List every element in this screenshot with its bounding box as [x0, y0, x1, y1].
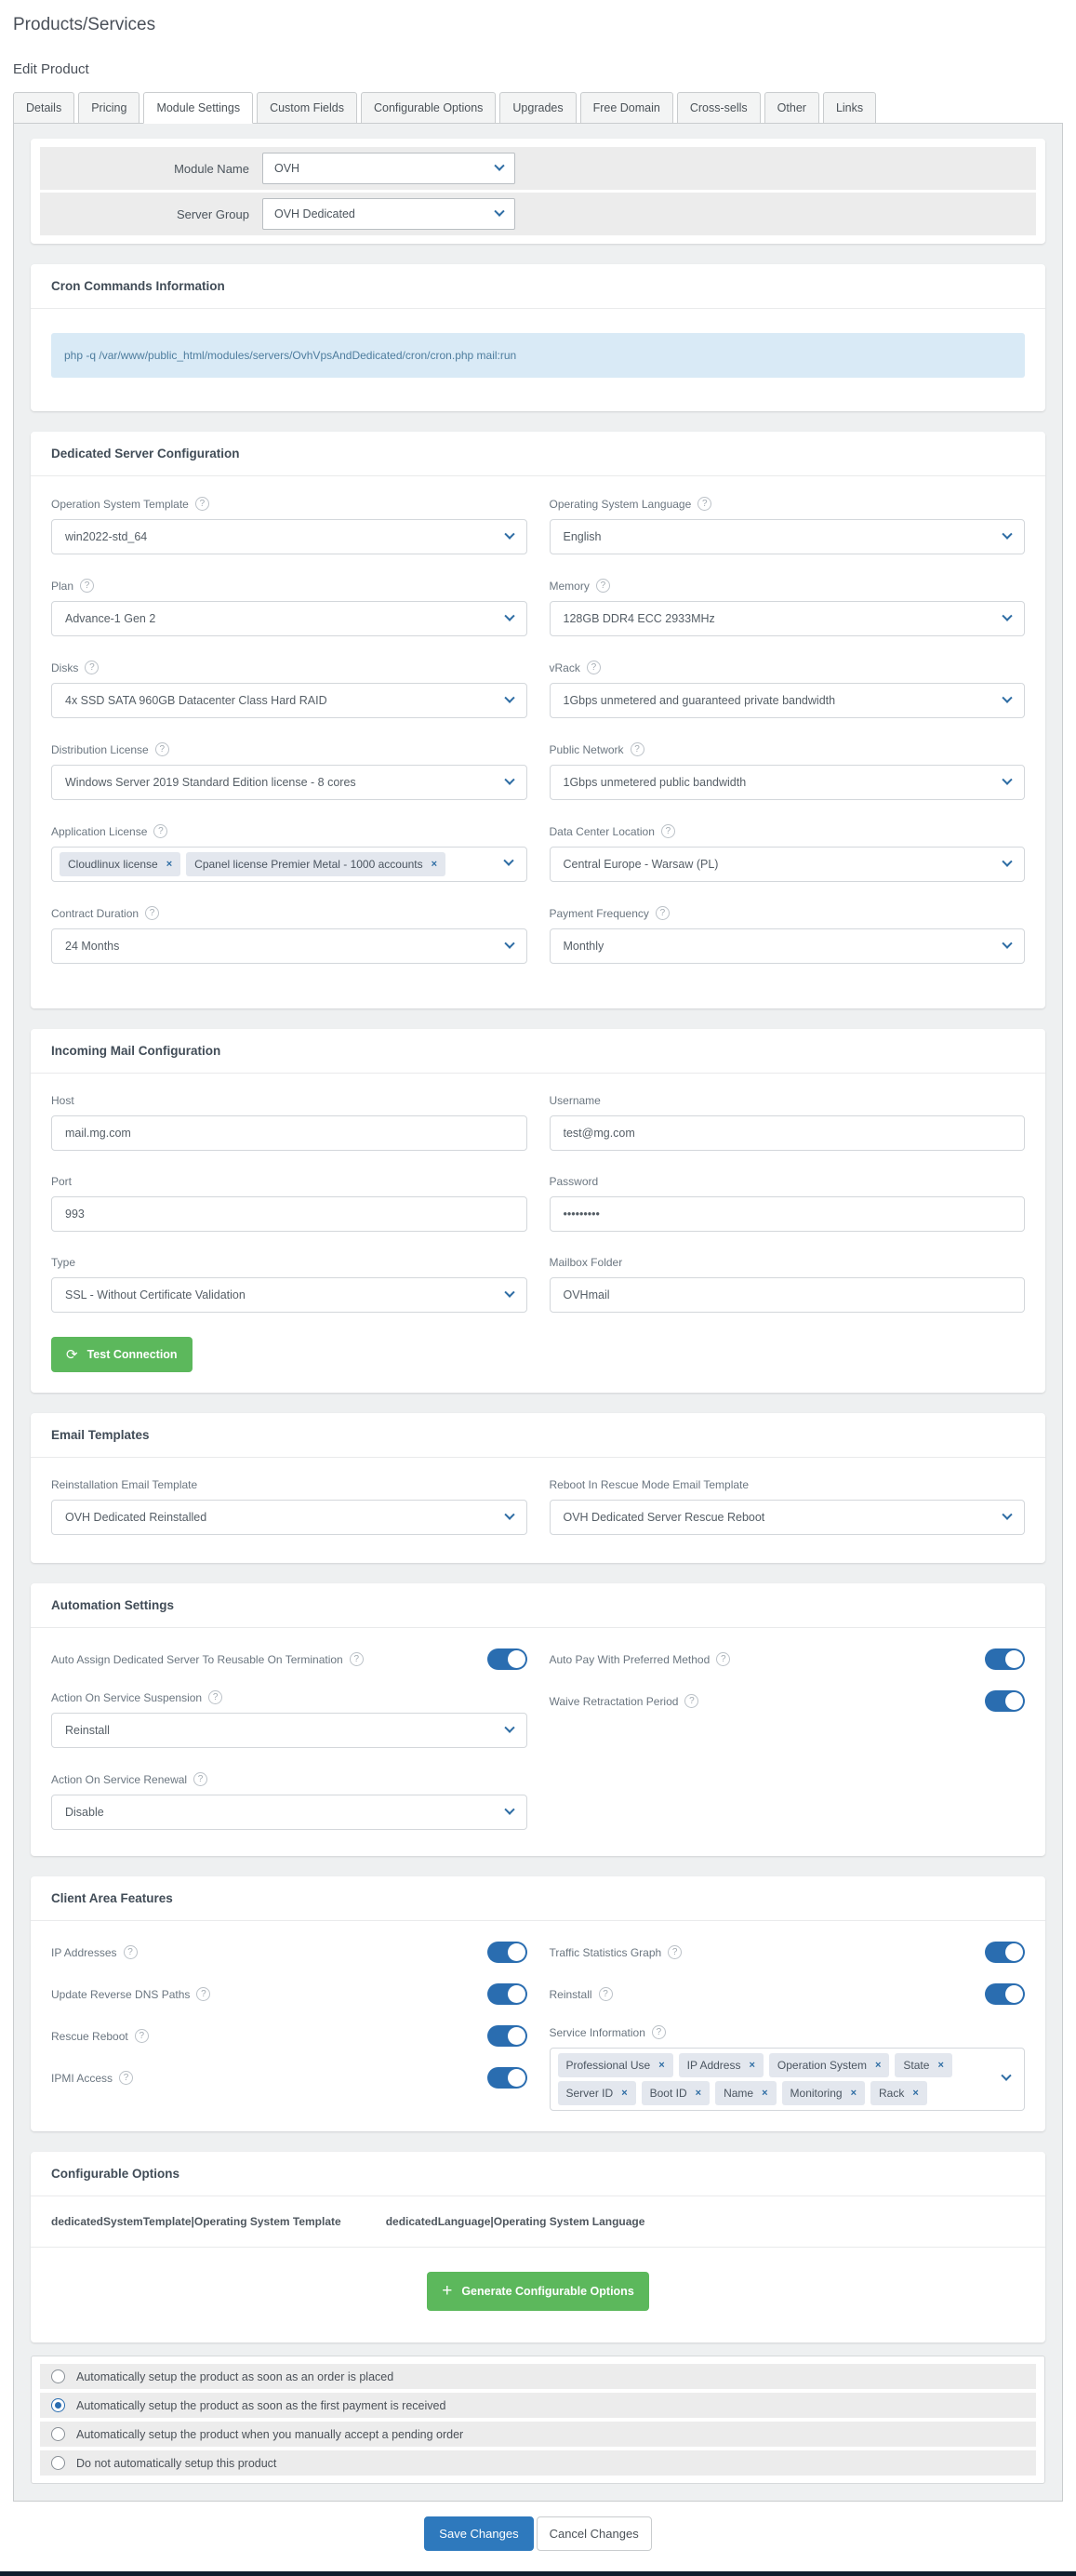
- chevron-down-icon: [1002, 857, 1012, 867]
- public-network-label: Public Network: [549, 742, 624, 756]
- setup-option-order-placed[interactable]: Automatically setup the product as soon as an order is placed: [40, 2364, 1036, 2389]
- module-name-value: OVH: [274, 162, 300, 175]
- reinstall-toggle[interactable]: [985, 1983, 1025, 2005]
- host-label: Host: [51, 1094, 74, 1107]
- save-changes-button[interactable]: Save Changes: [424, 2516, 533, 2551]
- chevron-down-icon: [1002, 1510, 1012, 1520]
- form-actions: [13, 2502, 1063, 2571]
- module-name-label: Module Name: [174, 161, 249, 176]
- help-icon[interactable]: ?: [119, 2071, 133, 2085]
- vrack-select[interactable]: 1Gbps unmetered and guaranteed private bandwidth: [550, 683, 1026, 718]
- vrack-field: [550, 661, 1026, 718]
- configurable-options-card: [31, 2152, 1045, 2342]
- rescue-template-select[interactable]: OVH Dedicated Server Rescue Reboot: [550, 1500, 1026, 1535]
- mail-type-select[interactable]: SSL - Without Certificate Validation: [51, 1277, 527, 1313]
- password-label: Password: [549, 1175, 599, 1188]
- radio-icon[interactable]: [51, 2369, 65, 2383]
- service-info-tag: Server ID ×: [558, 2081, 636, 2105]
- tab-custom-fields[interactable]: Custom Fields: [257, 92, 357, 124]
- memory-field: [550, 579, 1026, 636]
- host-field: [51, 1094, 527, 1151]
- rescue-reboot-label: Rescue Reboot: [51, 2029, 128, 2043]
- application-license-multiselect[interactable]: [51, 847, 527, 882]
- reinstallation-template-label: Reinstallation Email Template: [51, 1478, 198, 1491]
- renewal-action-field: [51, 1772, 527, 1830]
- email-templates-card: [31, 1413, 1045, 1563]
- ip-addresses-label: IP Addresses: [51, 1945, 117, 1959]
- help-icon[interactable]: ?: [196, 1987, 210, 2001]
- username-input[interactable]: [550, 1115, 1026, 1151]
- os-template-select[interactable]: win2022-std_64: [51, 519, 527, 554]
- chevron-down-icon: [504, 693, 514, 703]
- help-icon[interactable]: ?: [656, 906, 670, 920]
- chevron-down-icon: [504, 1723, 514, 1733]
- chevron-down-icon: [504, 939, 514, 949]
- help-icon[interactable]: ?: [350, 1652, 364, 1666]
- cron-command-text: php -q /var/www/public_html/modules/servers/OvhVpsAndDedicated/cron/cron.php mail:run: [51, 333, 1025, 378]
- waive-retractation-row: [550, 1690, 1026, 1712]
- distribution-license-field: [51, 742, 527, 800]
- dedicated-config-card: [31, 432, 1045, 1008]
- public-network-select[interactable]: 1Gbps unmetered public bandwidth: [550, 765, 1026, 800]
- suspension-action-field: [51, 1690, 527, 1748]
- disks-select[interactable]: 4x SSD SATA 960GB Datacenter Class Hard RAID: [51, 683, 527, 718]
- waive-retractation-toggle[interactable]: [985, 1690, 1025, 1712]
- chevron-down-icon: [494, 207, 504, 217]
- help-icon[interactable]: ?: [124, 1945, 138, 1959]
- server-group-select[interactable]: [262, 198, 515, 230]
- mailbox-folder-input[interactable]: [550, 1277, 1026, 1313]
- page-title: Products/Services: [13, 15, 156, 34]
- mail-card-title: Incoming Mail Configuration: [31, 1029, 1045, 1074]
- traffic-graph-row: [550, 1942, 1026, 1963]
- reinstall-row: [550, 1983, 1026, 2005]
- os-language-field: [550, 497, 1026, 554]
- help-icon[interactable]: ?: [195, 497, 209, 511]
- password-input[interactable]: [550, 1196, 1026, 1232]
- chevron-down-icon: [1002, 529, 1012, 540]
- plan-label: Plan: [51, 579, 74, 593]
- tab-links[interactable]: Links: [823, 92, 876, 124]
- configurable-option-item: dedicatedLanguage|Operating System Language: [385, 2215, 645, 2228]
- automation-settings-card: [31, 1583, 1045, 1856]
- help-icon[interactable]: ?: [716, 1652, 730, 1666]
- remove-tag-icon[interactable]: ×: [912, 2088, 919, 2099]
- contract-duration-field: [51, 906, 527, 964]
- service-info-tag: Monitoring ×: [782, 2081, 865, 2105]
- service-info-tag: State ×: [895, 2053, 951, 2077]
- plan-field: [51, 579, 527, 636]
- radio-icon[interactable]: [51, 2427, 65, 2441]
- product-tabs: [13, 92, 1063, 124]
- chevron-down-icon: [504, 1805, 514, 1815]
- tab-cross-sells[interactable]: Cross-sells: [677, 92, 761, 124]
- email-templates-title: Email Templates: [31, 1413, 1045, 1458]
- tab-pricing[interactable]: Pricing: [78, 92, 139, 124]
- ipmi-access-row: [51, 2067, 527, 2089]
- help-icon[interactable]: ?: [596, 579, 610, 593]
- port-input[interactable]: [51, 1196, 527, 1232]
- remove-tag-icon[interactable]: ×: [431, 859, 438, 870]
- chevron-down-icon: [504, 775, 514, 785]
- service-info-tag: Rack ×: [870, 2081, 927, 2105]
- chevron-down-icon: [504, 1510, 514, 1520]
- server-group-value: OVH Dedicated: [274, 207, 355, 220]
- generate-configurable-options-button[interactable]: + Generate Configurable Options: [427, 2272, 649, 2311]
- remove-tag-icon[interactable]: ×: [166, 859, 173, 870]
- cancel-changes-button[interactable]: Cancel Changes: [537, 2516, 652, 2551]
- rescue-template-field: [550, 1478, 1026, 1535]
- ipmi-access-label: IPMI Access: [51, 2071, 113, 2085]
- plan-select[interactable]: Advance-1 Gen 2: [51, 601, 527, 636]
- reinstall-label: Reinstall: [549, 1987, 592, 2001]
- plus-icon: +: [442, 2281, 453, 2301]
- memory-select[interactable]: 128GB DDR4 ECC 2933MHz: [550, 601, 1026, 636]
- mail-type-label: Type: [51, 1256, 76, 1269]
- renewal-action-select[interactable]: Disable: [51, 1795, 527, 1830]
- cron-commands-card: [31, 264, 1045, 411]
- service-info-tag: Operation System ×: [769, 2053, 889, 2077]
- port-field: [51, 1175, 527, 1232]
- username-label: Username: [549, 1094, 601, 1107]
- suspension-action-label: Action On Service Suspension: [51, 1690, 203, 1704]
- password-field: [550, 1175, 1026, 1232]
- payment-frequency-field: [550, 906, 1026, 964]
- service-information-multiselect[interactable]: [550, 2048, 1026, 2111]
- service-information-field: [550, 2025, 1026, 2111]
- help-icon[interactable]: ?: [668, 1945, 682, 1959]
- help-icon[interactable]: ?: [193, 1772, 207, 1786]
- service-info-tag: Boot ID ×: [642, 2081, 710, 2105]
- chevron-down-icon: [504, 1288, 514, 1298]
- setup-option-manual-accept[interactable]: Automatically setup the product when you manually accept a pending order: [40, 2422, 1036, 2447]
- remove-tag-icon[interactable]: ×: [937, 2060, 944, 2071]
- rescue-template-label: Reboot In Rescue Mode Email Template: [549, 1478, 750, 1491]
- service-info-tag: Professional Use ×: [558, 2053, 673, 2077]
- test-connection-button[interactable]: ⟳ Test Connection: [51, 1337, 193, 1372]
- configurable-option-item: dedicatedSystemTemplate|Operating System Template: [51, 2215, 341, 2228]
- help-icon[interactable]: ?: [208, 1690, 222, 1704]
- radio-selected-icon[interactable]: [51, 2398, 65, 2412]
- chevron-down-icon: [1002, 775, 1012, 785]
- renewal-action-label: Action On Service Renewal: [51, 1772, 188, 1786]
- reinstallation-template-select[interactable]: OVH Dedicated Reinstalled: [51, 1500, 527, 1535]
- remove-tag-icon[interactable]: ×: [874, 2060, 882, 2071]
- help-icon[interactable]: ?: [80, 579, 94, 593]
- contract-duration-label: Contract Duration: [51, 906, 139, 920]
- chevron-down-icon: [1002, 939, 1012, 949]
- remove-tag-icon[interactable]: ×: [850, 2088, 857, 2099]
- dedicated-card-title: Dedicated Server Configuration: [31, 432, 1045, 476]
- application-license-field: [51, 824, 527, 882]
- reverse-dns-label: Update Reverse DNS Paths: [51, 1987, 191, 2001]
- setup-option-no-auto[interactable]: Do not automatically setup this product: [40, 2450, 1036, 2476]
- chevron-down-icon: [1001, 2071, 1011, 2081]
- module-settings-panel: [13, 123, 1063, 2502]
- os-language-label: Operating System Language: [549, 497, 692, 511]
- chevron-down-icon: [494, 161, 504, 171]
- tab-upgrades[interactable]: Upgrades: [499, 92, 576, 124]
- data-center-select[interactable]: Central Europe - Warsaw (PL): [550, 847, 1026, 882]
- help-icon[interactable]: ?: [135, 2029, 149, 2043]
- license-tag: Cloudlinux license ×: [60, 852, 180, 876]
- data-center-field: [550, 824, 1026, 882]
- waive-retractation-label: Waive Retractation Period: [549, 1694, 679, 1708]
- radio-icon[interactable]: [51, 2456, 65, 2470]
- page-subtitle: Edit Product: [13, 61, 89, 77]
- auto-pay-toggle[interactable]: [985, 1648, 1025, 1670]
- help-icon[interactable]: ?: [85, 661, 99, 674]
- rescue-reboot-row: [51, 2025, 527, 2047]
- refresh-icon: ⟳: [66, 1347, 78, 1363]
- traffic-graph-label: Traffic Statistics Graph: [549, 1945, 662, 1959]
- vrack-label: vRack: [549, 661, 580, 674]
- payment-frequency-select[interactable]: Monthly: [550, 928, 1026, 964]
- public-network-field: [550, 742, 1026, 800]
- incoming-mail-card: [31, 1029, 1045, 1393]
- setup-option-first-payment[interactable]: Automatically setup the product as soon as the first payment is received: [40, 2393, 1036, 2418]
- os-language-select[interactable]: English: [550, 519, 1026, 554]
- remove-tag-icon[interactable]: ×: [658, 2060, 665, 2071]
- tab-module-settings[interactable]: Module Settings: [143, 92, 253, 124]
- configurable-options-title: Configurable Options: [31, 2152, 1045, 2196]
- suspension-action-select[interactable]: Reinstall: [51, 1713, 527, 1748]
- host-input[interactable]: [51, 1115, 527, 1151]
- service-info-tag: Name ×: [715, 2081, 776, 2105]
- memory-label: Memory: [549, 579, 590, 593]
- help-icon[interactable]: ?: [697, 497, 711, 511]
- port-label: Port: [51, 1175, 73, 1188]
- license-tag: Cpanel license Premier Metal - 1000 accounts ×: [186, 852, 445, 876]
- tab-configurable-options[interactable]: Configurable Options: [361, 92, 496, 124]
- auto-assign-toggle[interactable]: [487, 1648, 527, 1670]
- auto-assign-label: Auto Assign Dedicated Server To Reusable On Termination: [51, 1652, 343, 1666]
- auto-pay-row: [550, 1648, 1026, 1670]
- client-area-card: [31, 1876, 1045, 2131]
- client-area-title: Client Area Features: [31, 1876, 1045, 1921]
- module-selection-card: [31, 139, 1045, 244]
- traffic-graph-toggle[interactable]: [985, 1942, 1025, 1963]
- data-center-label: Data Center Location: [549, 824, 655, 838]
- chevron-down-icon: [1002, 693, 1012, 703]
- help-icon[interactable]: ?: [587, 661, 601, 674]
- auto-assign-row: [51, 1648, 527, 1670]
- ipmi-access-toggle[interactable]: [487, 2067, 527, 2089]
- automation-title: Automation Settings: [31, 1583, 1045, 1628]
- chevron-down-icon: [504, 529, 514, 540]
- mail-type-field: [51, 1256, 527, 1313]
- os-template-field: [51, 497, 527, 554]
- bottom-bar: [0, 2571, 1076, 2576]
- server-group-label: Server Group: [176, 207, 249, 221]
- help-icon[interactable]: ?: [599, 1987, 613, 2001]
- mailbox-folder-field: [550, 1256, 1026, 1313]
- tab-other[interactable]: Other: [764, 92, 819, 124]
- help-icon[interactable]: ?: [153, 824, 167, 838]
- remove-tag-icon[interactable]: ×: [695, 2088, 702, 2099]
- distribution-license-select[interactable]: Windows Server 2019 Standard Edition license - 8 cores: [51, 765, 527, 800]
- help-icon[interactable]: ?: [661, 824, 675, 838]
- disks-field: [51, 661, 527, 718]
- remove-tag-icon[interactable]: ×: [762, 2088, 768, 2099]
- ip-addresses-toggle[interactable]: [487, 1942, 527, 1963]
- remove-tag-icon[interactable]: ×: [621, 2088, 628, 2099]
- reinstallation-template-field: [51, 1478, 527, 1535]
- os-template-label: Operation System Template: [51, 497, 189, 511]
- service-info-tag: IP Address ×: [679, 2053, 764, 2077]
- cron-card-title: Cron Commands Information: [31, 264, 1045, 309]
- ip-addresses-row: [51, 1942, 527, 1963]
- rescue-reboot-toggle[interactable]: [487, 2025, 527, 2047]
- help-icon[interactable]: ?: [684, 1694, 698, 1708]
- module-name-select[interactable]: [262, 153, 515, 184]
- remove-tag-icon[interactable]: ×: [749, 2060, 755, 2071]
- help-icon[interactable]: ?: [145, 906, 159, 920]
- payment-frequency-label: Payment Frequency: [549, 906, 649, 920]
- chevron-down-icon: [503, 856, 513, 866]
- distribution-license-label: Distribution License: [51, 742, 149, 756]
- username-field: [550, 1094, 1026, 1151]
- help-icon[interactable]: ?: [652, 2025, 666, 2039]
- server-group-row: [40, 193, 1036, 235]
- application-license-label: Application License: [51, 824, 148, 838]
- chevron-down-icon: [504, 611, 514, 621]
- reverse-dns-row: [51, 1983, 527, 2005]
- tab-free-domain[interactable]: Free Domain: [580, 92, 673, 124]
- setup-options-group: [31, 2356, 1045, 2484]
- chevron-down-icon: [1002, 611, 1012, 621]
- service-information-label: Service Information: [549, 2025, 645, 2039]
- reverse-dns-toggle[interactable]: [487, 1983, 527, 2005]
- help-icon[interactable]: ?: [155, 742, 169, 756]
- contract-duration-select[interactable]: 24 Months: [51, 928, 527, 964]
- mailbox-folder-label: Mailbox Folder: [549, 1256, 623, 1269]
- tab-details[interactable]: Details: [13, 92, 74, 124]
- auto-pay-label: Auto Pay With Preferred Method: [549, 1652, 711, 1666]
- help-icon[interactable]: ?: [631, 742, 644, 756]
- disks-label: Disks: [51, 661, 79, 674]
- module-name-row: [40, 147, 1036, 190]
